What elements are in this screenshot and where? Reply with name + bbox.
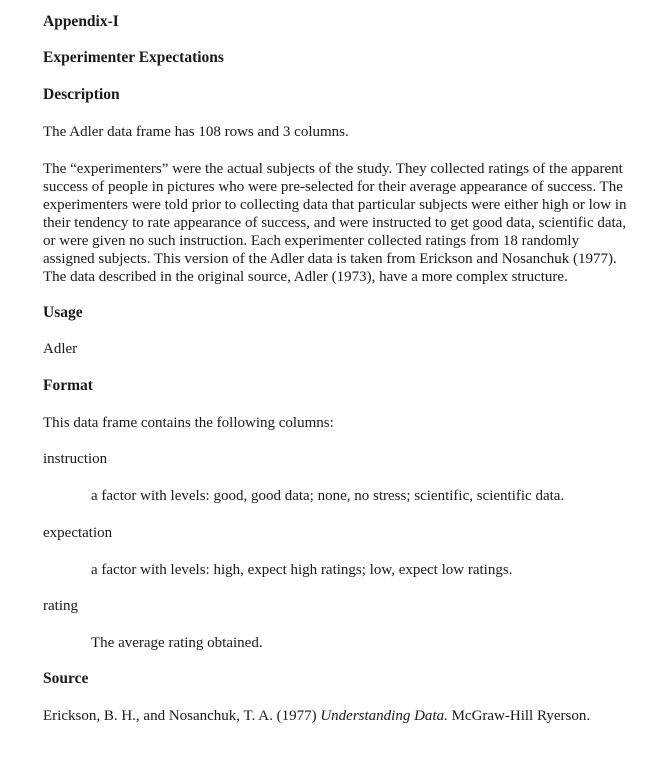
paragraph-line: The data described in the original source, Adler (1973), have a more complex structure. — [43, 269, 568, 285]
paragraph-line: success of people in pictures who were pre-selected for their average appearance of success. The — [43, 179, 623, 195]
document-title: Experimenter Expectations — [43, 49, 224, 66]
description-heading: Description — [43, 86, 120, 103]
paragraph-line: The “experimenters” were the actual subjects of the study. They collected ratings of the apparent — [43, 161, 623, 177]
source-authors: Erickson, B. H., and Nosanchuk, T. A. (1977) — [43, 708, 321, 724]
source-citation — [43, 707, 590, 725]
usage-text: Adler — [43, 341, 78, 357]
paragraph-line: experimenters were told prior to collecting data that particular subjects were either high or low in — [43, 197, 627, 213]
paragraph-line: or were given no such instruction. Each experimenter collected ratings from 18 randomly — [43, 233, 580, 249]
paragraph-line: their tendency to rate appearance of success, and were instructed to get good data, scientific data, — [43, 215, 627, 231]
column-desc-instruction: a factor with levels: good, good data; none, no stress; scientific, scientific data. — [91, 488, 565, 504]
format-heading: Format — [43, 377, 93, 394]
column-desc-rating: The average rating obtained. — [91, 635, 263, 651]
column-desc-expectation: a factor with levels: high, expect high ratings; low, expect low ratings. — [91, 562, 513, 578]
paragraph-line: assigned subjects. This version of the Adler data is taken from Erickson and Nosanchuk (1977). — [43, 251, 617, 267]
column-name-rating: rating — [43, 598, 78, 614]
appendix-label: Appendix-I — [43, 13, 119, 30]
description-paragraph — [43, 160, 647, 286]
column-name-instruction: instruction — [43, 451, 108, 467]
source-publisher: McGraw-Hill Ryerson. — [447, 708, 591, 724]
description-line: The Adler data frame has 108 rows and 3 columns. — [43, 124, 349, 140]
source-heading: Source — [43, 670, 89, 687]
source-book-title: Understanding Data. — [320, 708, 448, 724]
usage-heading: Usage — [43, 304, 83, 321]
column-name-expectation: expectation — [43, 525, 113, 541]
format-intro: This data frame contains the following columns: — [43, 415, 334, 431]
